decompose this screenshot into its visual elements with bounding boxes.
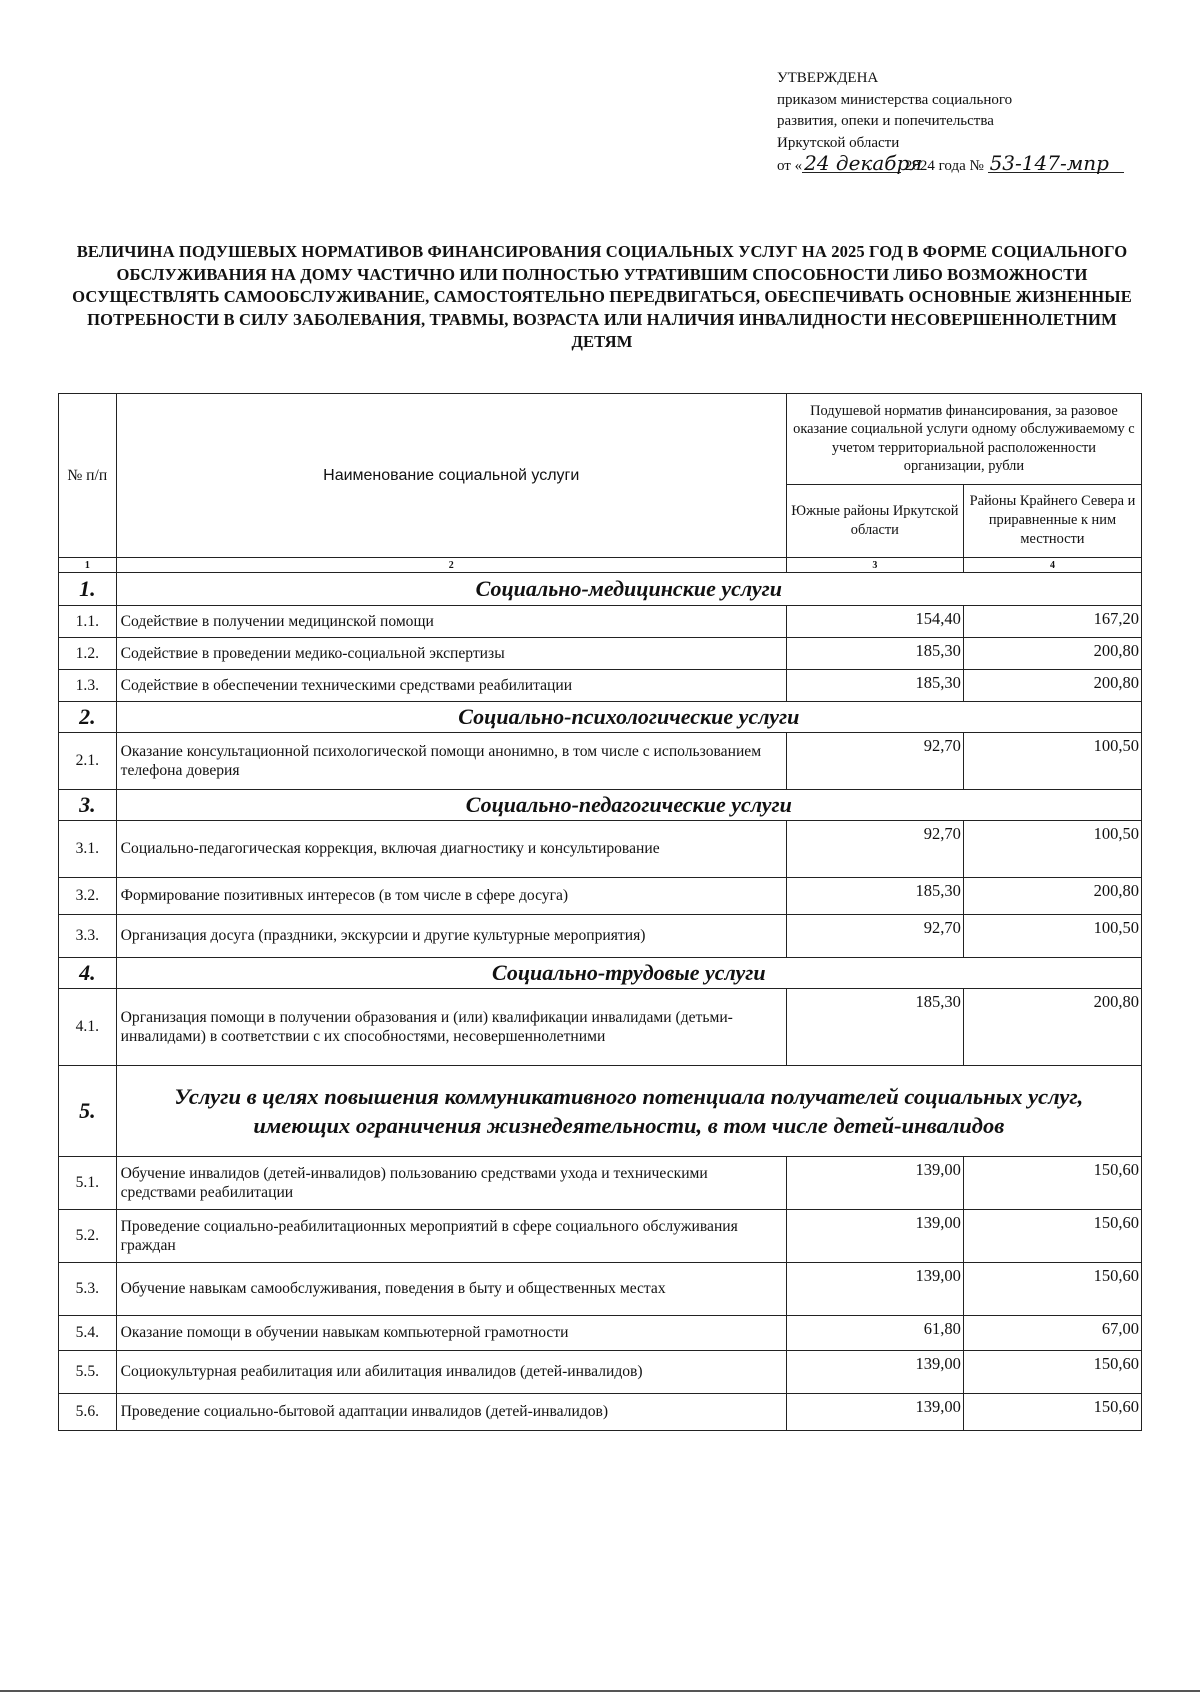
page-bottom-rule	[0, 1690, 1200, 1692]
section-title: Социально-педагогические услуги	[116, 790, 1141, 821]
handwritten-date: 24 декабря	[804, 151, 923, 175]
norm-south-value: 185,30	[786, 989, 963, 1066]
service-row	[59, 1316, 1142, 1351]
norm-north-value: 200,80	[963, 989, 1141, 1066]
service-name: Оказание консультационной психологической помощи анонимно, в том числе с использованием телефона доверия	[116, 733, 786, 790]
service-number: 1.1.	[59, 606, 117, 638]
section-row	[59, 1066, 1142, 1157]
header-norm: Подушевой норматив финансирования, за разовое оказание социальной услуги одному обслуживаемому с учетом территориальной расположенности организации, рубли	[786, 394, 1141, 485]
column-number: 1	[59, 558, 117, 573]
service-number: 1.3.	[59, 670, 117, 702]
approval-line: Иркутской области	[777, 134, 900, 151]
section-number: 5.	[59, 1066, 117, 1157]
service-number: 5.2.	[59, 1210, 117, 1263]
section-row	[59, 573, 1142, 606]
section-title: Социально-психологические услуги	[116, 702, 1141, 733]
approval-heading: УТВЕРЖДЕНА	[777, 70, 879, 86]
service-number: 4.1.	[59, 989, 117, 1066]
norm-north-value: 150,60	[963, 1351, 1141, 1394]
section-title: Социально-медицинские услуги	[116, 573, 1141, 606]
service-row	[59, 733, 1142, 790]
norm-north-value: 67,00	[963, 1316, 1141, 1351]
header-name: Наименование социальной услуги	[116, 394, 786, 558]
norm-south-value: 185,30	[786, 878, 963, 915]
section-row	[59, 702, 1142, 733]
service-number: 3.1.	[59, 821, 117, 878]
service-row	[59, 1157, 1142, 1210]
header-north: Районы Крайнего Севера и приравненные к ним местности	[963, 484, 1141, 557]
service-number: 3.2.	[59, 878, 117, 915]
header-num: № п/п	[59, 394, 117, 558]
section-number: 3.	[59, 790, 117, 821]
norm-south-value: 139,00	[786, 1210, 963, 1263]
section-number: 2.	[59, 702, 117, 733]
service-row	[59, 1351, 1142, 1394]
norm-north-value: 200,80	[963, 638, 1141, 670]
service-name: Проведение социально-бытовой адаптации инвалидов (детей-инвалидов)	[116, 1394, 786, 1431]
norm-north-value: 150,60	[963, 1210, 1141, 1263]
norm-south-value: 92,70	[786, 821, 963, 878]
normatives-table	[58, 393, 1142, 1431]
service-row	[59, 915, 1142, 958]
norm-south-value: 139,00	[786, 1394, 963, 1431]
service-number: 1.2.	[59, 638, 117, 670]
norm-north-value: 150,60	[963, 1263, 1141, 1316]
norm-south-value: 92,70	[786, 733, 963, 790]
section-row	[59, 958, 1142, 989]
norm-south-value: 139,00	[786, 1157, 963, 1210]
norm-north-value: 100,50	[963, 915, 1141, 958]
service-row	[59, 1210, 1142, 1263]
norm-south-value: 61,80	[786, 1316, 963, 1351]
service-row	[59, 989, 1142, 1066]
service-row	[59, 1394, 1142, 1431]
service-name: Содействие в проведении медико-социальной экспертизы	[116, 638, 786, 670]
norm-north-value: 200,80	[963, 670, 1141, 702]
header-row	[59, 394, 1142, 485]
service-number: 3.3.	[59, 915, 117, 958]
section-row	[59, 790, 1142, 821]
norm-south-value: 154,40	[786, 606, 963, 638]
column-number: 3	[786, 558, 963, 573]
approval-stamp	[777, 68, 1124, 178]
service-name: Обучение инвалидов (детей-инвалидов) пользованию средствами ухода и техническими средствами реабилитации	[116, 1157, 786, 1210]
handwritten-order-number: 53-147-мпр	[988, 154, 1124, 173]
norm-north-value: 167,20	[963, 606, 1141, 638]
service-row	[59, 878, 1142, 915]
norm-south-value: 185,30	[786, 638, 963, 670]
service-name: Организация досуга (праздники, экскурсии и другие культурные мероприятия)	[116, 915, 786, 958]
norm-south-value: 185,30	[786, 670, 963, 702]
section-title: Социально-трудовые услуги	[116, 958, 1141, 989]
service-number: 2.1.	[59, 733, 117, 790]
section-number: 1.	[59, 573, 117, 606]
service-name: Проведение социально-реабилитационных мероприятий в сфере социального обслуживания граждан	[116, 1210, 786, 1263]
approval-date-line	[777, 151, 1124, 178]
norm-south-value: 92,70	[786, 915, 963, 958]
service-row	[59, 821, 1142, 878]
approval-year-label: 2024 года №	[901, 158, 988, 174]
service-name: Формирование позитивных интересов (в том числе в сфере досуга)	[116, 878, 786, 915]
service-row	[59, 1263, 1142, 1316]
norm-south-value: 139,00	[786, 1263, 963, 1316]
norm-north-value: 150,60	[963, 1394, 1141, 1431]
approval-line: приказом министерства социального	[777, 91, 1013, 108]
service-row	[59, 606, 1142, 638]
column-number: 4	[963, 558, 1141, 573]
approval-line: развития, опеки и попечительства	[777, 113, 994, 129]
norm-north-value: 150,60	[963, 1157, 1141, 1210]
service-name: Оказание помощи в обучении навыкам компьютерной грамотности	[116, 1316, 786, 1351]
section-title: Услуги в целях повышения коммуникативного потенциала получателей социальных услуг, имеющих ограничения жизнедеятельности, в том числе детей-инвалидов	[116, 1066, 1141, 1157]
service-name: Организация помощи в получении образования и (или) квалификации инвалидами (детьми-инвалидами) в соответствии с их способностями, несовершеннолетними	[116, 989, 786, 1066]
service-name: Содействие в обеспечении техническими средствами реабилитации	[116, 670, 786, 702]
service-number: 5.1.	[59, 1157, 117, 1210]
service-name: Содействие в получении медицинской помощи	[116, 606, 786, 638]
service-number: 5.5.	[59, 1351, 117, 1394]
service-number: 5.4.	[59, 1316, 117, 1351]
section-number: 4.	[59, 958, 117, 989]
norm-north-value: 100,50	[963, 733, 1141, 790]
norm-north-value: 100,50	[963, 821, 1141, 878]
approval-from-label: от «	[777, 158, 803, 174]
service-row	[59, 670, 1142, 702]
norm-north-value: 200,80	[963, 878, 1141, 915]
column-number: 2	[116, 558, 786, 573]
header-south: Южные районы Иркутской области	[786, 484, 963, 557]
document-title: ВЕЛИЧИНА ПОДУШЕВЫХ НОРМАТИВОВ ФИНАНСИРОВАНИЯ СОЦИАЛЬНЫХ УСЛУГ НА 2025 ГОД В ФОРМЕ СОЦИАЛЬНОГО ОБСЛУЖИВАНИЯ НА ДОМУ ЧАСТИЧНО ИЛИ ПОЛНОСТЬЮ УТРАТИВШИМ СПОСОБНОСТИ ЛИБО ВОЗМОЖНОСТИ ОСУЩЕСТВЛЯТЬ САМООБСЛУЖИВАНИЕ, САМОСТОЯТЕЛЬНО ПЕРЕДВИГАТЬСЯ, ОБЕСПЕЧИВАТЬ ОСНОВНЫЕ ЖИЗНЕННЫЕ ПОТРЕБНОСТИ В СИЛУ ЗАБОЛЕВАНИЯ, ТРАВМЫ, ВОЗРАСТА ИЛИ НАЛИЧИЯ ИНВАЛИДНОСТИ НЕСОВЕРШЕННОЛЕТНИМ ДЕТЯМ	[72, 242, 1132, 351]
service-number: 5.6.	[59, 1394, 117, 1431]
service-row	[59, 638, 1142, 670]
service-name: Обучение навыкам самообслуживания, поведения в быту и общественных местах	[116, 1263, 786, 1316]
norm-south-value: 139,00	[786, 1351, 963, 1394]
service-name: Социокультурная реабилитация или абилитация инвалидов (детей-инвалидов)	[116, 1351, 786, 1394]
service-name: Социально-педагогическая коррекция, включая диагностику и консультирование	[116, 821, 786, 878]
column-number-row	[59, 558, 1142, 573]
service-number: 5.3.	[59, 1263, 117, 1316]
